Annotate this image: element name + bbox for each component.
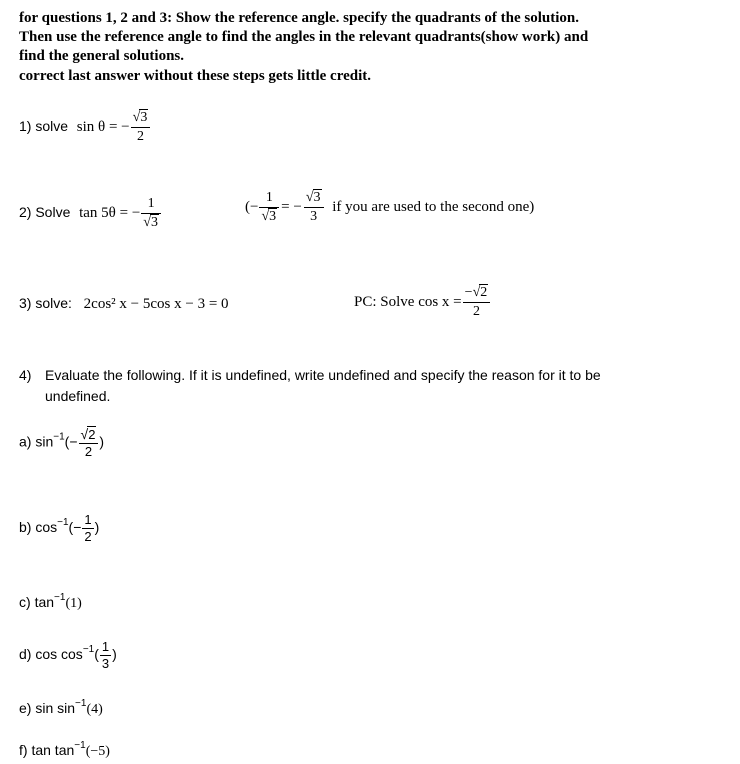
part-c-argument: (1) [65, 596, 82, 611]
sqrt-icon: √ [261, 209, 270, 224]
question-4-text-line-1: Evaluate the following. If it is undefined, write undefined and specify the reason for it to be [45, 367, 601, 383]
part-c-label: c) [19, 594, 31, 610]
instructions-line-4: correct last answer without these steps gets little credit. [19, 67, 372, 84]
question-2-aside-text: if you are used to the second one) [332, 198, 535, 215]
question-2-aside-numerator-1: 1 [265, 190, 273, 205]
part-d-fraction [100, 640, 111, 671]
part-a-open: (− [64, 433, 78, 450]
question-3-label: 3) solve: [19, 295, 72, 311]
part-c-function: tan [34, 594, 55, 610]
question-4-index: 4) [19, 367, 32, 383]
part-f-label: f) [19, 742, 28, 758]
part-a-label: a) [19, 433, 32, 450]
part-d-open: ( [94, 646, 99, 663]
question-3-pc-numerator: 2 [480, 285, 488, 300]
part-d [19, 640, 117, 671]
part-d-function: cos cos [35, 646, 83, 663]
part-a-inverse: −1 [53, 431, 65, 443]
question-4 [19, 365, 699, 406]
question-2-aside-fraction-2 [304, 190, 324, 225]
sqrt-icon: √ [80, 426, 89, 442]
sqrt-icon: √ [472, 285, 481, 300]
part-d-numerator: 1 [101, 639, 110, 654]
question-1-denominator: 2 [131, 127, 151, 145]
question-2 [19, 196, 162, 231]
part-d-denominator: 3 [101, 656, 110, 671]
part-b-open: (− [68, 519, 82, 536]
part-c-inverse: −1 [54, 592, 66, 603]
question-2-aside-numerator-2: 3 [313, 190, 321, 205]
question-2-aside-fraction-1 [259, 190, 279, 225]
question-1-numerator: 3 [140, 110, 148, 125]
part-f-argument: (−5) [85, 744, 110, 759]
part-b-function: cos [35, 519, 58, 536]
instructions-line-2: Then use the reference angle to find the angles in the relevant quadrants(show work) and [19, 29, 589, 46]
part-a-fraction [79, 427, 99, 459]
question-4-text-line-2: undefined. [45, 388, 111, 404]
sqrt-icon: √ [143, 215, 151, 230]
part-f-function: tan tan [31, 742, 75, 758]
part-b-inverse: −1 [57, 517, 69, 529]
question-3-pc [354, 285, 491, 320]
sqrt-icon: √ [305, 190, 314, 205]
instructions-line-3: find the general solutions. [19, 48, 185, 65]
part-e-argument: (4) [86, 702, 103, 717]
part-b [19, 513, 99, 544]
part-e-label: e) [19, 700, 32, 716]
part-b-numerator: 1 [84, 512, 92, 527]
question-2-aside-open: (− [245, 198, 259, 215]
part-f-inverse: −1 [74, 740, 86, 751]
part-f [19, 742, 110, 760]
question-2-numerator: 1 [147, 196, 155, 211]
question-3-pc-numerator-sign: − [464, 285, 473, 300]
part-e-inverse: −1 [75, 698, 87, 709]
part-b-label: b) [19, 519, 32, 536]
part-b-close: ) [94, 519, 100, 536]
question-2-aside-denominator-2: 3 [304, 207, 324, 225]
part-a-numerator: 2 [88, 427, 96, 442]
question-1-lhs: sin θ = − [76, 118, 130, 135]
instructions-line-1: for questions 1, 2 and 3: Show the reference angle. specify the quadrants of the solution. [19, 10, 580, 26]
question-2-denominator: 3 [150, 215, 158, 230]
part-a-function: sin [35, 433, 54, 450]
question-2-lhs: tan 5θ = − [79, 204, 141, 221]
question-2-aside-equals: = − [281, 198, 302, 215]
part-c [19, 594, 82, 612]
part-e-function: sin sin [35, 700, 76, 716]
question-3-pc-denominator: 2 [463, 302, 491, 320]
question-3-equation: 2cos² x − 5cos x − 3 = 0 [83, 296, 229, 312]
question-3 [19, 295, 229, 313]
question-2-label: 2) Solve [19, 203, 71, 220]
question-3-pc-lhs: cos x = [418, 293, 462, 310]
part-d-label: d) [19, 646, 32, 663]
question-3-pc-fraction [463, 285, 491, 320]
part-e [19, 700, 103, 718]
part-a-close: ) [99, 433, 105, 450]
question-2-fraction [141, 196, 161, 231]
question-2-aside-denominator-1: 3 [269, 209, 277, 224]
question-1-fraction [131, 110, 151, 145]
part-b-fraction [82, 513, 93, 544]
instructions [19, 9, 719, 86]
question-1-label: 1) solve [19, 117, 69, 134]
part-a [19, 427, 104, 459]
part-d-inverse: −1 [82, 644, 95, 656]
sqrt-icon: √ [132, 110, 141, 125]
part-d-close: ) [112, 646, 117, 663]
question-1 [19, 110, 151, 145]
part-a-denominator: 2 [79, 443, 99, 459]
question-2-aside [245, 190, 534, 225]
question-3-pc-label: PC: Solve [354, 293, 415, 310]
part-b-denominator: 2 [84, 529, 92, 544]
